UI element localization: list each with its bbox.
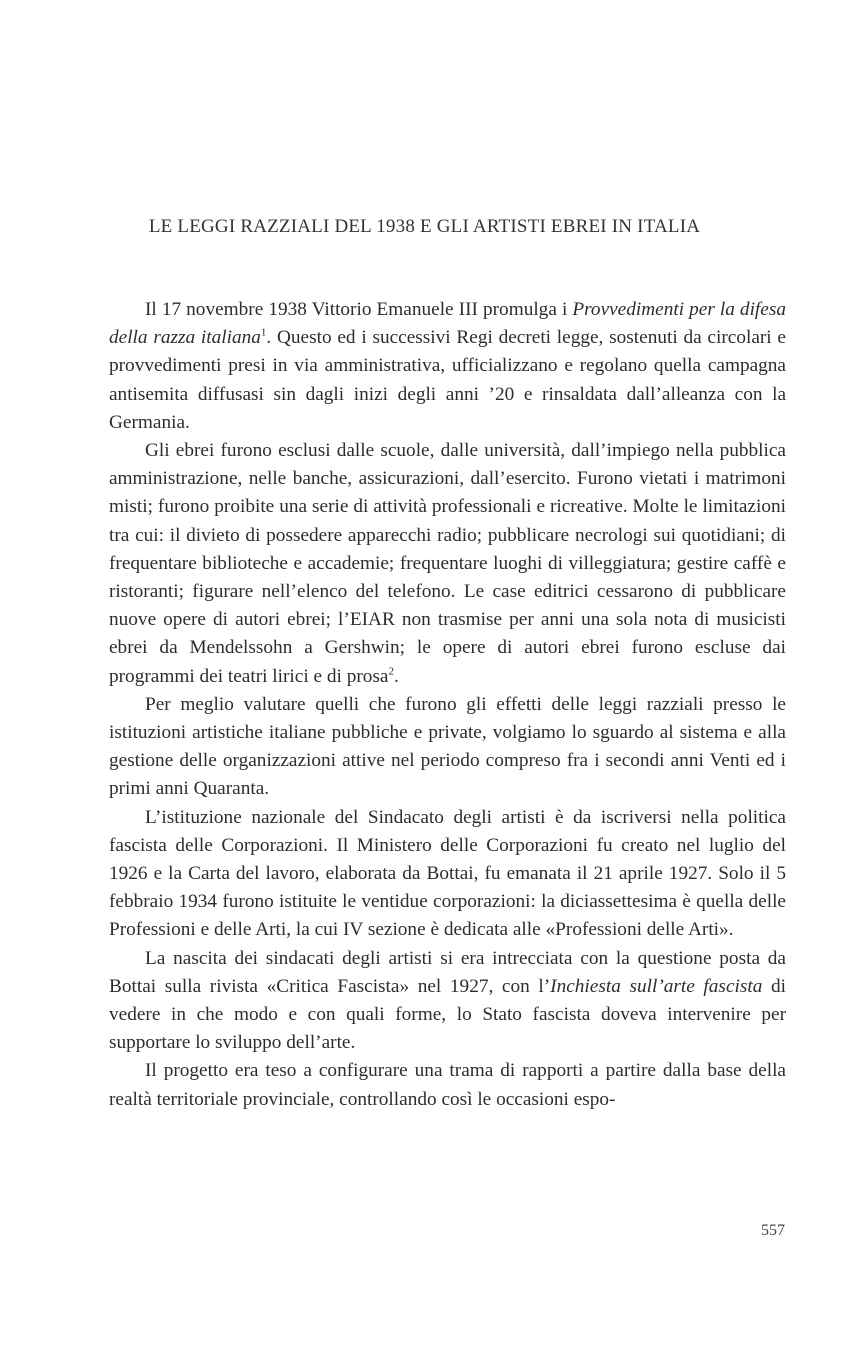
paragraph-5 [109, 945, 786, 1058]
p2-text-c: . [393, 665, 399, 687]
p1-text-a: Il 17 novembre 1938 Vittorio Emanuele III promulga i [145, 299, 573, 320]
chapter-title: LE LEGGI RAZZIALI DEL 1938 E GLI ARTISTI EBREI IN ITALIA [148, 216, 701, 237]
body-text [109, 296, 786, 1114]
paragraph-6: Il progetto era teso a configurare una trama di rapporti a partire dalla base della realtà territoriale provinciale, controllando così le occasioni espo- [109, 1060, 786, 1110]
page-number: 557 [761, 1222, 785, 1239]
paragraph-2 [109, 437, 786, 691]
p5-text-c: di vedere in che modo e con quali forme, lo Stato fascista doveva intervenire per supportare lo sviluppo dell’arte. [109, 975, 786, 1054]
footnote-ref-1: 1 [260, 326, 267, 339]
p1-italic-title: Provvedimenti per la difesa della razza italiana [109, 299, 786, 349]
paragraph-4: L’istituzione nazionale del Sindacato degli artisti è da iscriversi nella politica fascista delle Corporazioni. Il Ministero delle Corporazioni fu creato nel luglio del 1926 e la Carta del lavoro, elaborata da Bottai, fu emanata il 21 aprile 1927. Solo il 5 febbraio 1934 furono istituite le ventidue corporazioni: la diciassettesima è quella delle Professioni e delle Arti, la cui IV sezione è dedicata alle «Professioni delle Arti». [109, 806, 786, 941]
p5-text-a: La nascita dei sindacati degli artisti si era intrecciata con la questione posta da Bottai sulla rivista «Critica Fascista» nel 1927, con l’ [109, 947, 786, 997]
paragraph-1 [109, 296, 786, 437]
paragraph-3: Per meglio valutare quelli che furono gli effetti delle leggi razziali presso le istituzioni artistiche italiane pubbliche e private, volgiamo lo sguardo al sistema e alla gestione delle organizzazioni attive nel periodo compreso fra i secondi anni Venti ed i primi anni Quaranta. [109, 693, 786, 800]
footnote-ref-2: 2 [388, 665, 394, 678]
p2-text-a: Gli ebrei furono esclusi dalle scuole, dalle università, dall’impiego nella pubblica amministrazione, nelle banche, assicurazioni, dall’esercito. Furono vietati i matrimoni misti; furono proibite una serie di attività professionali e ricreative. Molte le limitazioni tra cui: il divieto di possedere apparecchi radio; pubblicare necrologi sui quotidiani; di frequentare biblioteche e accademie; frequentare luoghi di villeggiatura; gestire caffè e ristoranti; figurare nell’elenco del telefono. Le case editrici cessarono di pubblicare nuove opere di autori ebrei; l’EIAR non trasmise per anni una sola nota di musicisti ebrei da Mendelssohn a Gershwin; le opere di autori ebrei furono escluse dai programmi dei teatri lirici e di prosa [109, 440, 786, 687]
p1-text-c: . Questo ed i successivi Regi decreti legge, sostenuti da circolari e provvedimenti presi in via amministrativa, ufficializzano e regolano quella campagna antisemita diffusasi sin dagli inizi degli anni ’20 e rinsaldata dall’alleanza con la Germania. [109, 327, 786, 433]
p5-italic-title: Inchiesta sull’arte fascista [550, 975, 763, 997]
